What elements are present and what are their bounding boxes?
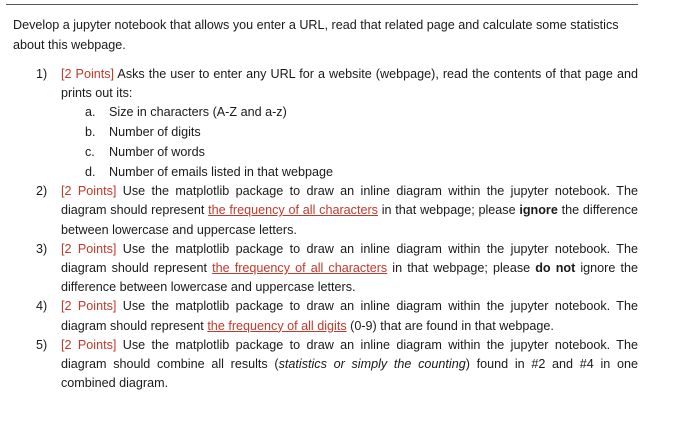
task-body — [61, 297, 638, 335]
subitem-letter: d. — [85, 164, 96, 179]
task-text: Asks the user to enter any URL for a website (webpage), read the contents of that page and prints out its: — [61, 67, 638, 101]
task-number: 3) — [36, 241, 48, 256]
task-number: 2) — [36, 184, 48, 199]
task-text: Use the matplotlib package to draw an inline diagram within the jupyter notebook. The diagram should represent — [61, 241, 638, 276]
subitem-letter: c. — [85, 144, 95, 159]
subitem-text: Number of emails listed in that webpage — [109, 164, 334, 179]
task-text: Use the matplotlib package to draw an inline diagram within the jupyter notebook. The diagram should combine all results ( — [61, 337, 638, 372]
points-label: [2 Points] — [61, 241, 117, 256]
task-text: ignore the difference between lowercase and uppercase letters. — [61, 261, 638, 295]
task-number: 5) — [36, 337, 48, 352]
task-number: 4) — [36, 299, 48, 314]
subitem-text: Number of words — [109, 144, 205, 159]
points-label: [2 Points] — [61, 67, 115, 81]
intro-paragraph: Develop a jupyter notebook that allows you enter a URL, read that related page and calculate some statistics about this webpage. — [13, 18, 619, 52]
bold-emphasis: do not — [535, 261, 576, 276]
task-text: (0-9) that are found in that webpage. — [346, 318, 554, 333]
points-label: [2 Points] — [61, 337, 117, 352]
task-item-4 — [13, 297, 638, 335]
task-body — [61, 240, 638, 298]
subitem-d — [13, 163, 638, 183]
task-text: in that webpage; please — [377, 203, 520, 218]
subitem-a — [13, 103, 638, 123]
task-item-5 — [13, 336, 638, 394]
top-divider — [6, 4, 638, 5]
emphasis-link: the frequency of all characters — [212, 261, 388, 276]
subitem-c — [13, 143, 638, 163]
task-text: Use the matplotlib package to draw an inline diagram within the jupyter notebook. The diagram should represent — [61, 299, 638, 333]
task-body — [61, 336, 638, 394]
task-list — [13, 65, 638, 393]
subitem-text: Number of digits — [109, 125, 201, 140]
task-text: in that webpage; please — [387, 261, 536, 276]
task-text: ) found in #2 and #4 in one combined diagram. — [61, 357, 638, 391]
subitem-letter: b. — [85, 125, 96, 140]
emphasis-link: the frequency of all digits — [207, 318, 347, 333]
emphasis-link: the frequency of all characters — [208, 203, 378, 218]
task-body — [61, 65, 638, 103]
points-label: [2 Points] — [61, 184, 117, 199]
task-item-2 — [13, 182, 638, 240]
task-number: 1) — [36, 67, 48, 81]
task-body — [61, 182, 638, 240]
italic-emphasis: statistics or simply the counting — [278, 357, 466, 372]
task-item-3 — [13, 240, 638, 298]
task-item-1 — [13, 65, 638, 103]
subitem-letter: a. — [85, 105, 96, 120]
task-text: the difference between lowercase and uppercase letters. — [61, 203, 638, 237]
task-text: Use the matplotlib package to draw an inline diagram within the jupyter notebook. The diagram should represent — [61, 184, 638, 218]
subitem-b — [13, 123, 638, 143]
subitem-text: Size in characters (A-Z and a-z) — [109, 105, 287, 120]
bold-emphasis: ignore — [519, 203, 558, 218]
points-label: [2 Points] — [61, 299, 117, 314]
